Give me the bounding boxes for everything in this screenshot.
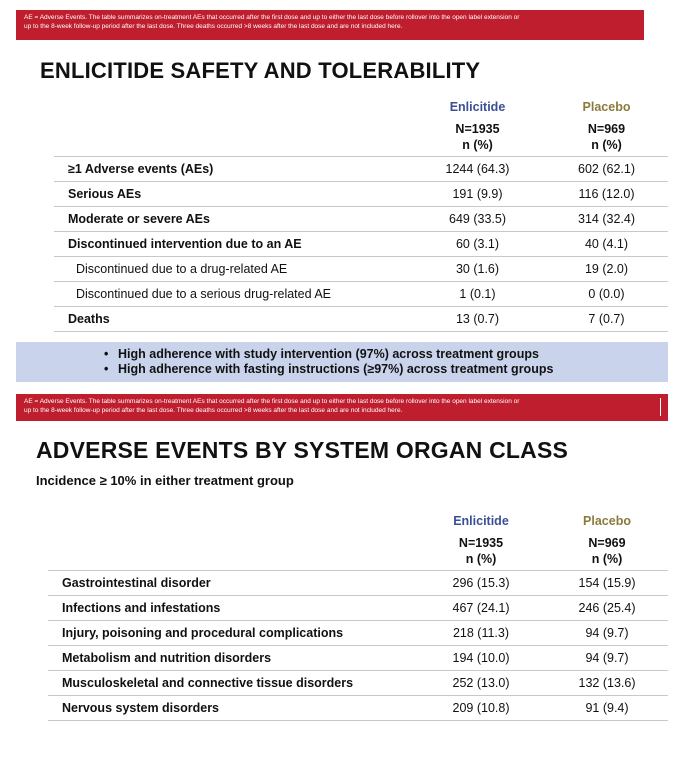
placebo-value: 94 (9.7) [546, 621, 668, 646]
row-label: Discontinued intervention due to an AE [54, 232, 410, 257]
table-row [48, 596, 668, 621]
enlicitide-value: 296 (15.3) [416, 571, 546, 596]
placebo-value: 19 (2.0) [545, 257, 668, 282]
placebo-value: 0 (0.0) [545, 282, 668, 307]
placebo-value: 154 (15.9) [546, 571, 668, 596]
table-row [54, 157, 668, 182]
header-row [54, 96, 668, 118]
enlicitide-value: 1 (0.1) [410, 282, 545, 307]
n-header-enlicitide [416, 532, 546, 571]
row-label: Metabolism and nutrition disorders [48, 646, 416, 671]
enlicitide-value: 649 (33.5) [410, 207, 545, 232]
table-row [54, 207, 668, 232]
bullet-item: • High adherence with fasting instructions (≥97%) across treatment groups [104, 362, 668, 377]
organ-class-table [48, 510, 668, 721]
placebo-value: 246 (25.4) [546, 596, 668, 621]
placebo-value: 7 (0.7) [545, 307, 668, 332]
enlicitide-value: 191 (9.9) [410, 182, 545, 207]
pct-label: n (%) [591, 138, 622, 152]
placebo-value: 132 (13.6) [546, 671, 668, 696]
footnote-line-1: AE = Adverse Events. The table summarizes on-treatment AEs that occurred after the first dose and up to either the last dose before rollover into the open label extension or [24, 398, 520, 405]
column-header-placebo: Placebo [583, 514, 631, 528]
row-label: Serious AEs [54, 182, 410, 207]
table-row [54, 282, 668, 307]
placebo-value: 91 (9.4) [546, 696, 668, 721]
column-header-enlicitide: Enlicitide [449, 100, 506, 114]
enlicitide-value: 1244 (64.3) [410, 157, 545, 182]
row-label: Injury, poisoning and procedural complications [48, 621, 416, 646]
footnote-line-1: AE = Adverse Events. The table summarizes on-treatment AEs that occurred after the first dose and up to either the last dose before rollover into the open label extension or [24, 14, 520, 21]
row-label: Musculoskeletal and connective tissue disorders [48, 671, 416, 696]
header-row [48, 510, 668, 532]
enlicitide-value: 13 (0.7) [410, 307, 545, 332]
row-label: Gastrointestinal disorder [48, 571, 416, 596]
n-label: N=1935 [455, 122, 500, 136]
enlicitide-value: 194 (10.0) [416, 646, 546, 671]
page-title-safety: ENLICITIDE SAFETY AND TOLERABILITY [40, 58, 481, 83]
page-subtitle: Incidence ≥ 10% in either treatment group [36, 473, 294, 488]
banner-divider [660, 398, 661, 416]
enlicitide-value: 467 (24.1) [416, 596, 546, 621]
n-label: N=1935 [458, 536, 504, 550]
safety-table [54, 96, 668, 332]
n-row [48, 532, 668, 571]
enlicitide-value: 30 (1.6) [410, 257, 545, 282]
table-row [48, 646, 668, 671]
table-row [48, 671, 668, 696]
column-header-placebo: Placebo [582, 100, 631, 114]
placebo-value: 602 (62.1) [545, 157, 668, 182]
row-label: Moderate or severe AEs [54, 207, 410, 232]
table-row [48, 571, 668, 596]
pct-label: n (%) [462, 138, 493, 152]
table-row [54, 307, 668, 332]
table-row [54, 232, 668, 257]
row-label: ≥1 Adverse events (AEs) [54, 157, 410, 182]
placebo-value: 314 (32.4) [545, 207, 668, 232]
n-label: N=969 [587, 122, 626, 136]
placebo-value: 94 (9.7) [546, 646, 668, 671]
n-header-placebo [545, 118, 668, 157]
table-row [48, 621, 668, 646]
n-row [54, 118, 668, 157]
enlicitide-value: 252 (13.0) [416, 671, 546, 696]
footnote-banner-bottom [16, 394, 668, 421]
row-label: Infections and infestations [48, 596, 416, 621]
pct-label: n (%) [465, 552, 497, 566]
enlicitide-value: 209 (10.8) [416, 696, 546, 721]
row-label: Deaths [54, 307, 410, 332]
page-title-organ-class: ADVERSE EVENTS BY SYSTEM ORGAN CLASS [36, 437, 569, 463]
column-header-enlicitide: Enlicitide [453, 514, 509, 528]
n-label: N=969 [588, 536, 626, 550]
n-header-enlicitide [410, 118, 545, 157]
footnote-banner-top [16, 10, 644, 40]
enlicitide-value: 218 (11.3) [416, 621, 546, 646]
footnote-line-2: up to the 8-week follow-up period after the last dose. Three deaths occurred >8 weeks after the last dose and are not included here. [24, 22, 403, 30]
n-header-placebo [546, 532, 668, 571]
adherence-callout [16, 342, 668, 382]
pct-label: n (%) [591, 552, 623, 566]
placebo-value: 40 (4.1) [545, 232, 668, 257]
row-label: Discontinued due to a serious drug-related AE [54, 282, 410, 307]
bullet-item: • High adherence with study intervention (97%) across treatment groups [104, 347, 668, 362]
table-row [48, 696, 668, 721]
placebo-value: 116 (12.0) [545, 182, 668, 207]
row-label: Discontinued due to a drug-related AE [54, 257, 410, 282]
footnote-line-2: up to the 8-week follow-up period after the last dose. Three deaths occurred >8 weeks after the last dose and are not included here. [24, 406, 403, 414]
row-label: Nervous system disorders [48, 696, 416, 721]
enlicitide-value: 60 (3.1) [410, 232, 545, 257]
table-row [54, 182, 668, 207]
table-row [54, 257, 668, 282]
